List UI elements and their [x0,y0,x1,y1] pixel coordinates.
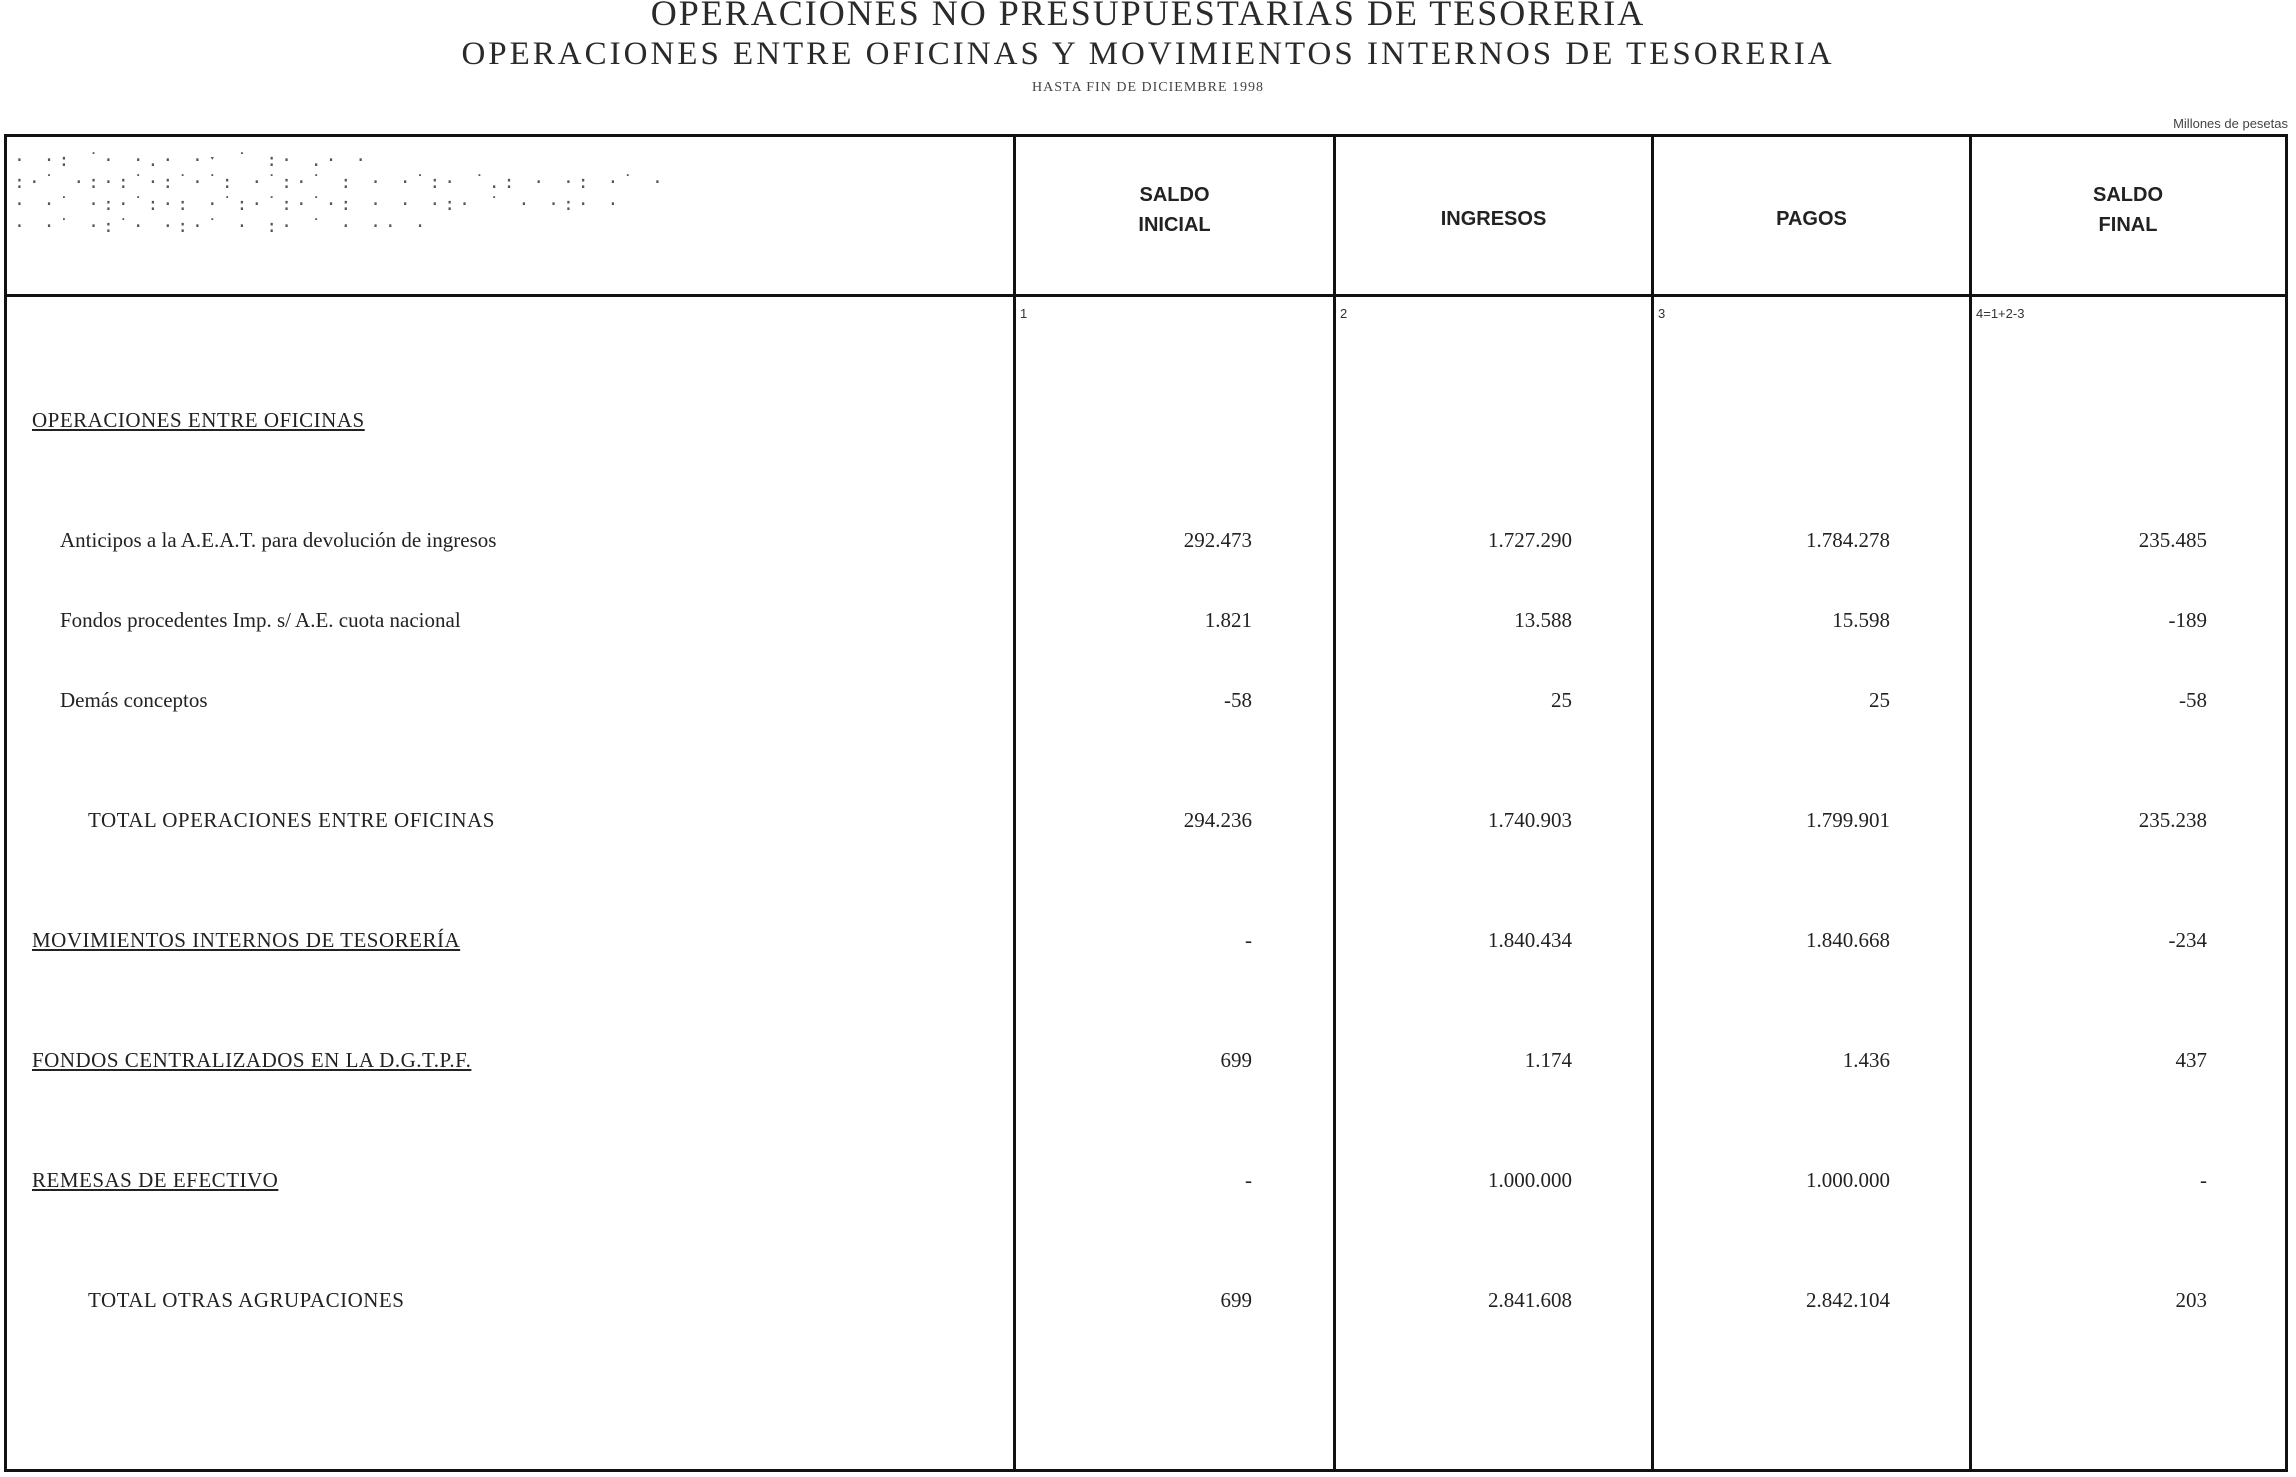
cell-ingresos: 1.840.434 [1488,928,1572,952]
cell-saldo-final: -189 [2168,608,2207,632]
column-header-line: PAGOS [1776,208,1847,230]
row-label-total-otras-agrupaciones: TOTAL OTRAS AGRUPACIONES [88,1288,405,1312]
section-heading-operaciones-entre-oficinas: OPERACIONES ENTRE OFICINAS [32,408,365,432]
cell-ingresos: 25 [1551,688,1572,712]
row-label-anticipos: Anticipos a la A.E.A.T. para devolución de ingresos [60,528,497,552]
cell-saldo-inicial: - [1245,928,1252,952]
row-label-fondos-centralizados: FONDOS CENTRALIZADOS EN LA D.G.T.P.F. [32,1048,472,1072]
column-header-saldo-final [1972,180,2284,240]
cell-pagos: 1.784.278 [1806,528,1890,552]
row-label-total-operaciones: TOTAL OPERACIONES ENTRE OFICINAS [88,808,495,832]
cell-saldo-inicial: -58 [1224,688,1252,712]
cell-saldo-final: - [2200,1168,2207,1192]
cell-pagos: 1.436 [1842,1048,1890,1072]
column-header-line: INICIAL [1138,214,1211,236]
table-frame [4,134,2288,1472]
units-note: Millones de pesetas [2173,116,2288,131]
cell-pagos: 1.840.668 [1806,928,1890,952]
cell-saldo-inicial: - [1245,1168,1252,1192]
column-header-pagos [1654,204,1969,234]
column-divider-1 [1013,134,1016,1472]
cell-pagos: 2.842.104 [1806,1288,1890,1312]
row-label-demas-conceptos: Demás conceptos [60,688,208,712]
row-label-movimientos-internos: MOVIMIENTOS INTERNOS DE TESORERÍA [32,928,461,952]
cell-pagos: 1.000.000 [1806,1168,1890,1192]
column-header-saldo-inicial [1016,180,1333,240]
column-number-2: 2 [1340,306,1348,321]
cell-saldo-inicial: 699 [1220,1048,1252,1072]
cell-saldo-final: 235.238 [2138,808,2207,832]
cell-saldo-final: 235.485 [2138,528,2207,552]
column-number-1: 1 [1020,306,1028,321]
cell-saldo-inicial: 1.821 [1204,608,1252,632]
column-header-ingresos [1336,204,1651,234]
cell-ingresos: 1.727.290 [1488,528,1572,552]
column-divider-4 [1969,134,1972,1472]
cell-saldo-inicial: 292.473 [1183,528,1252,552]
column-number-3: 3 [1658,306,1666,321]
column-header-line: INGRESOS [1440,208,1547,230]
column-divider-2 [1333,134,1336,1472]
cell-ingresos: 13.588 [1514,608,1572,632]
cell-saldo-inicial: 699 [1220,1288,1252,1312]
document-subtitle: OPERACIONES ENTRE OFICINAS Y MOVIMIENTOS INTERNOS DE TESORERIA [461,36,1835,72]
column-header-line: FINAL [2098,214,2158,236]
column-header-line: SALDO [1139,184,1210,206]
cell-saldo-final: 203 [2175,1288,2207,1312]
cell-saldo-final: -234 [2168,928,2207,952]
column-divider-3 [1651,134,1654,1472]
cell-saldo-final: -58 [2179,688,2207,712]
cell-ingresos: 1.000.000 [1488,1168,1572,1192]
cell-saldo-inicial: 294.236 [1183,808,1252,832]
column-header-line: SALDO [2093,184,2163,206]
cell-pagos: 25 [1869,688,1890,712]
cell-ingresos: 1.740.903 [1488,808,1572,832]
header-scan-noise: · ·: ˙· ·.· ·ˑ ˙ :· .· · :·˙ ·:·:˙·:˙·˙: ·˙:·˙ : · ·˙:· ˙.: · ·: ·˙ · · ·˙ ·:·˙:·: ·˙:·˙:·˙·: · · ·:· ˙ · ·:· · · ·˙ ·:˙· ·:·˙ · :· ˙ · ·· · [14,150,667,237]
column-number-4: 4=1+2-3 [1976,306,2025,321]
cell-ingresos: 1.174 [1524,1048,1572,1072]
cell-pagos: 1.799.901 [1806,808,1890,832]
document-title: OPERACIONES NO PRESUPUESTARIAS DE TESORERIA [650,0,1646,33]
document-date-line: HASTA FIN DE DICIEMBRE 1998 [1032,80,1264,95]
cell-ingresos: 2.841.608 [1488,1288,1572,1312]
cell-saldo-final: 437 [2175,1048,2207,1072]
header-divider [4,294,2288,297]
cell-pagos: 15.598 [1832,608,1890,632]
row-label-remesas-de-efectivo: REMESAS DE EFECTIVO [32,1168,279,1192]
row-label-fondos-procedentes: Fondos procedentes Imp. s/ A.E. cuota nacional [60,608,461,632]
